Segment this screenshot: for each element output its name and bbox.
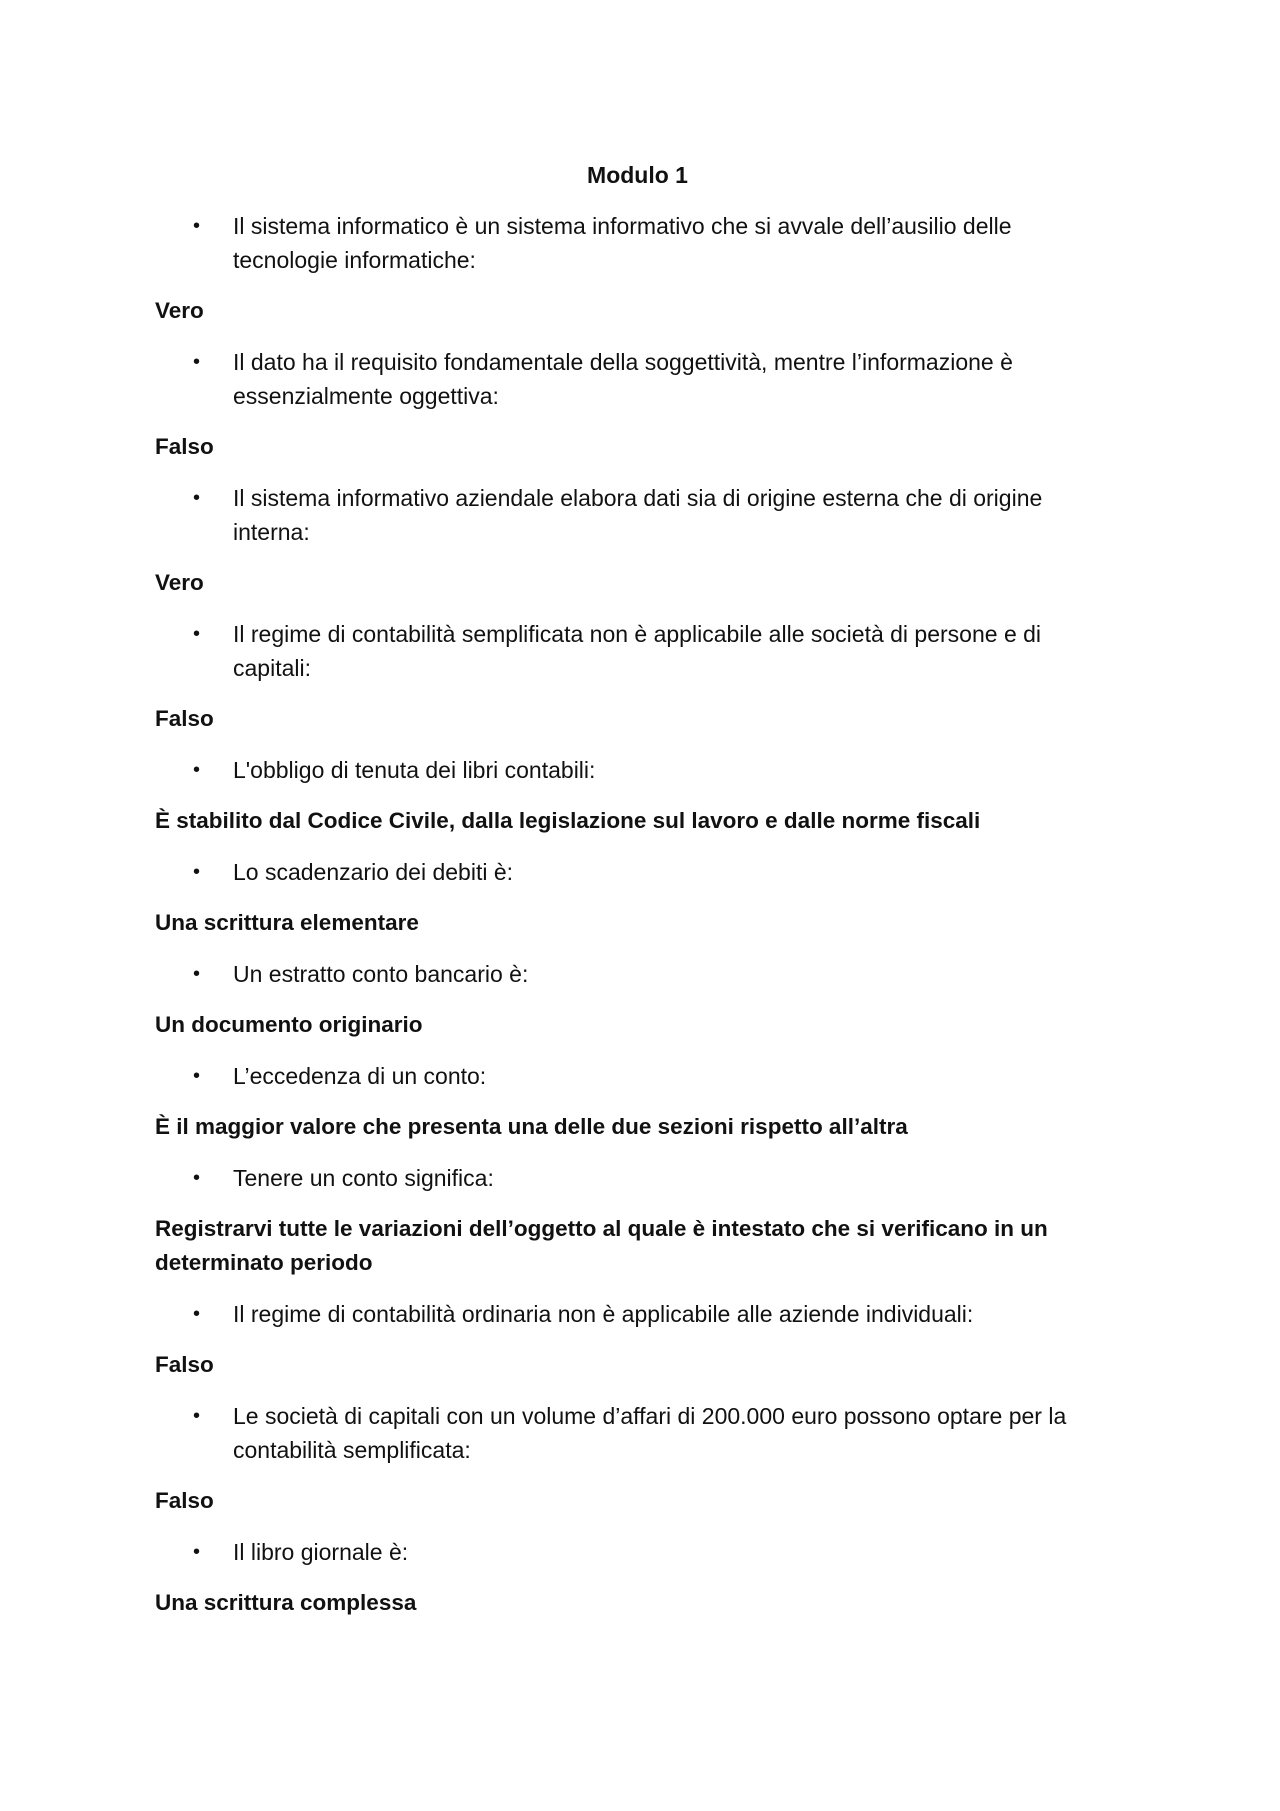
question	[155, 1297, 1100, 1331]
qa-item	[155, 1297, 1100, 1382]
question	[155, 957, 1100, 991]
question-text: Le società di capitali con un volume d’affari di 200.000 euro possono optare per la contabilità semplificata:	[233, 1403, 1067, 1463]
bullet-icon: •	[193, 1405, 201, 1427]
bullet-icon: •	[193, 215, 201, 237]
qa-item	[155, 1161, 1100, 1280]
question	[155, 1535, 1100, 1569]
question-text: Il dato ha il requisito fondamentale della soggettività, mentre l’informazione è essenzialmente oggettiva:	[233, 349, 1013, 409]
answer: Falso	[155, 1352, 214, 1377]
question-text: Il libro giornale è:	[233, 1539, 409, 1565]
question	[155, 855, 1100, 889]
question-text: Il regime di contabilità semplificata non è applicabile alle società di persone e di capitali:	[233, 621, 1042, 681]
question	[155, 1399, 1100, 1467]
answer: È il maggior valore che presenta una delle due sezioni rispetto all’altra	[155, 1114, 908, 1139]
answer: Falso	[155, 706, 214, 731]
bullet-icon: •	[193, 351, 201, 373]
answer: Registrarvi tutte le variazioni dell’oggetto al quale è intestato che si verificano in un determinato periodo	[155, 1216, 1048, 1275]
answer: Vero	[155, 570, 204, 595]
qa-item	[155, 345, 1100, 464]
bullet-icon: •	[193, 759, 201, 781]
question	[155, 617, 1100, 685]
answer: Una scrittura complessa	[155, 1590, 417, 1615]
bullet-icon: •	[193, 487, 201, 509]
bullet-icon: •	[193, 1303, 201, 1325]
question-text: L'obbligo di tenuta dei libri contabili:	[233, 757, 596, 783]
bullet-icon: •	[193, 623, 201, 645]
qa-item	[155, 1535, 1100, 1620]
bullet-icon: •	[193, 963, 201, 985]
answer: È stabilito dal Codice Civile, dalla legislazione sul lavoro e dalle norme fiscali	[155, 808, 981, 833]
qa-item	[155, 957, 1100, 1042]
question-text: L’eccedenza di un conto:	[233, 1063, 487, 1089]
question-text: Il regime di contabilità ordinaria non è applicabile alle aziende individuali:	[233, 1301, 974, 1327]
answer: Falso	[155, 1488, 214, 1513]
question	[155, 1161, 1100, 1195]
question-text: Un estratto conto bancario è:	[233, 961, 529, 987]
question	[155, 345, 1100, 413]
question	[155, 481, 1100, 549]
qa-item	[155, 209, 1100, 328]
answer: Vero	[155, 298, 204, 323]
qa-item	[155, 1059, 1100, 1144]
answer: Falso	[155, 434, 214, 459]
question-text: Tenere un conto significa:	[233, 1165, 494, 1191]
answer: Un documento originario	[155, 1012, 423, 1037]
bullet-icon: •	[193, 1541, 201, 1563]
qa-item	[155, 753, 1100, 838]
qa-item	[155, 617, 1100, 736]
bullet-icon: •	[193, 1065, 201, 1087]
qa-item	[155, 481, 1100, 600]
question	[155, 1059, 1100, 1093]
bullet-icon: •	[193, 1167, 201, 1189]
answer: Una scrittura elementare	[155, 910, 419, 935]
question-text: Il sistema informativo aziendale elabora dati sia di origine esterna che di origine interna:	[233, 485, 1043, 545]
document-body	[155, 158, 1100, 1637]
question	[155, 753, 1100, 787]
question	[155, 209, 1100, 277]
question-text: Il sistema informatico è un sistema informativo che si avvale dell’ausilio delle tecnologie informatiche:	[233, 213, 1012, 273]
qa-item	[155, 855, 1100, 940]
bullet-icon: •	[193, 861, 201, 883]
question-text: Lo scadenzario dei debiti è:	[233, 859, 514, 885]
qa-item	[155, 1399, 1100, 1518]
page-title: Modulo 1	[587, 162, 688, 188]
